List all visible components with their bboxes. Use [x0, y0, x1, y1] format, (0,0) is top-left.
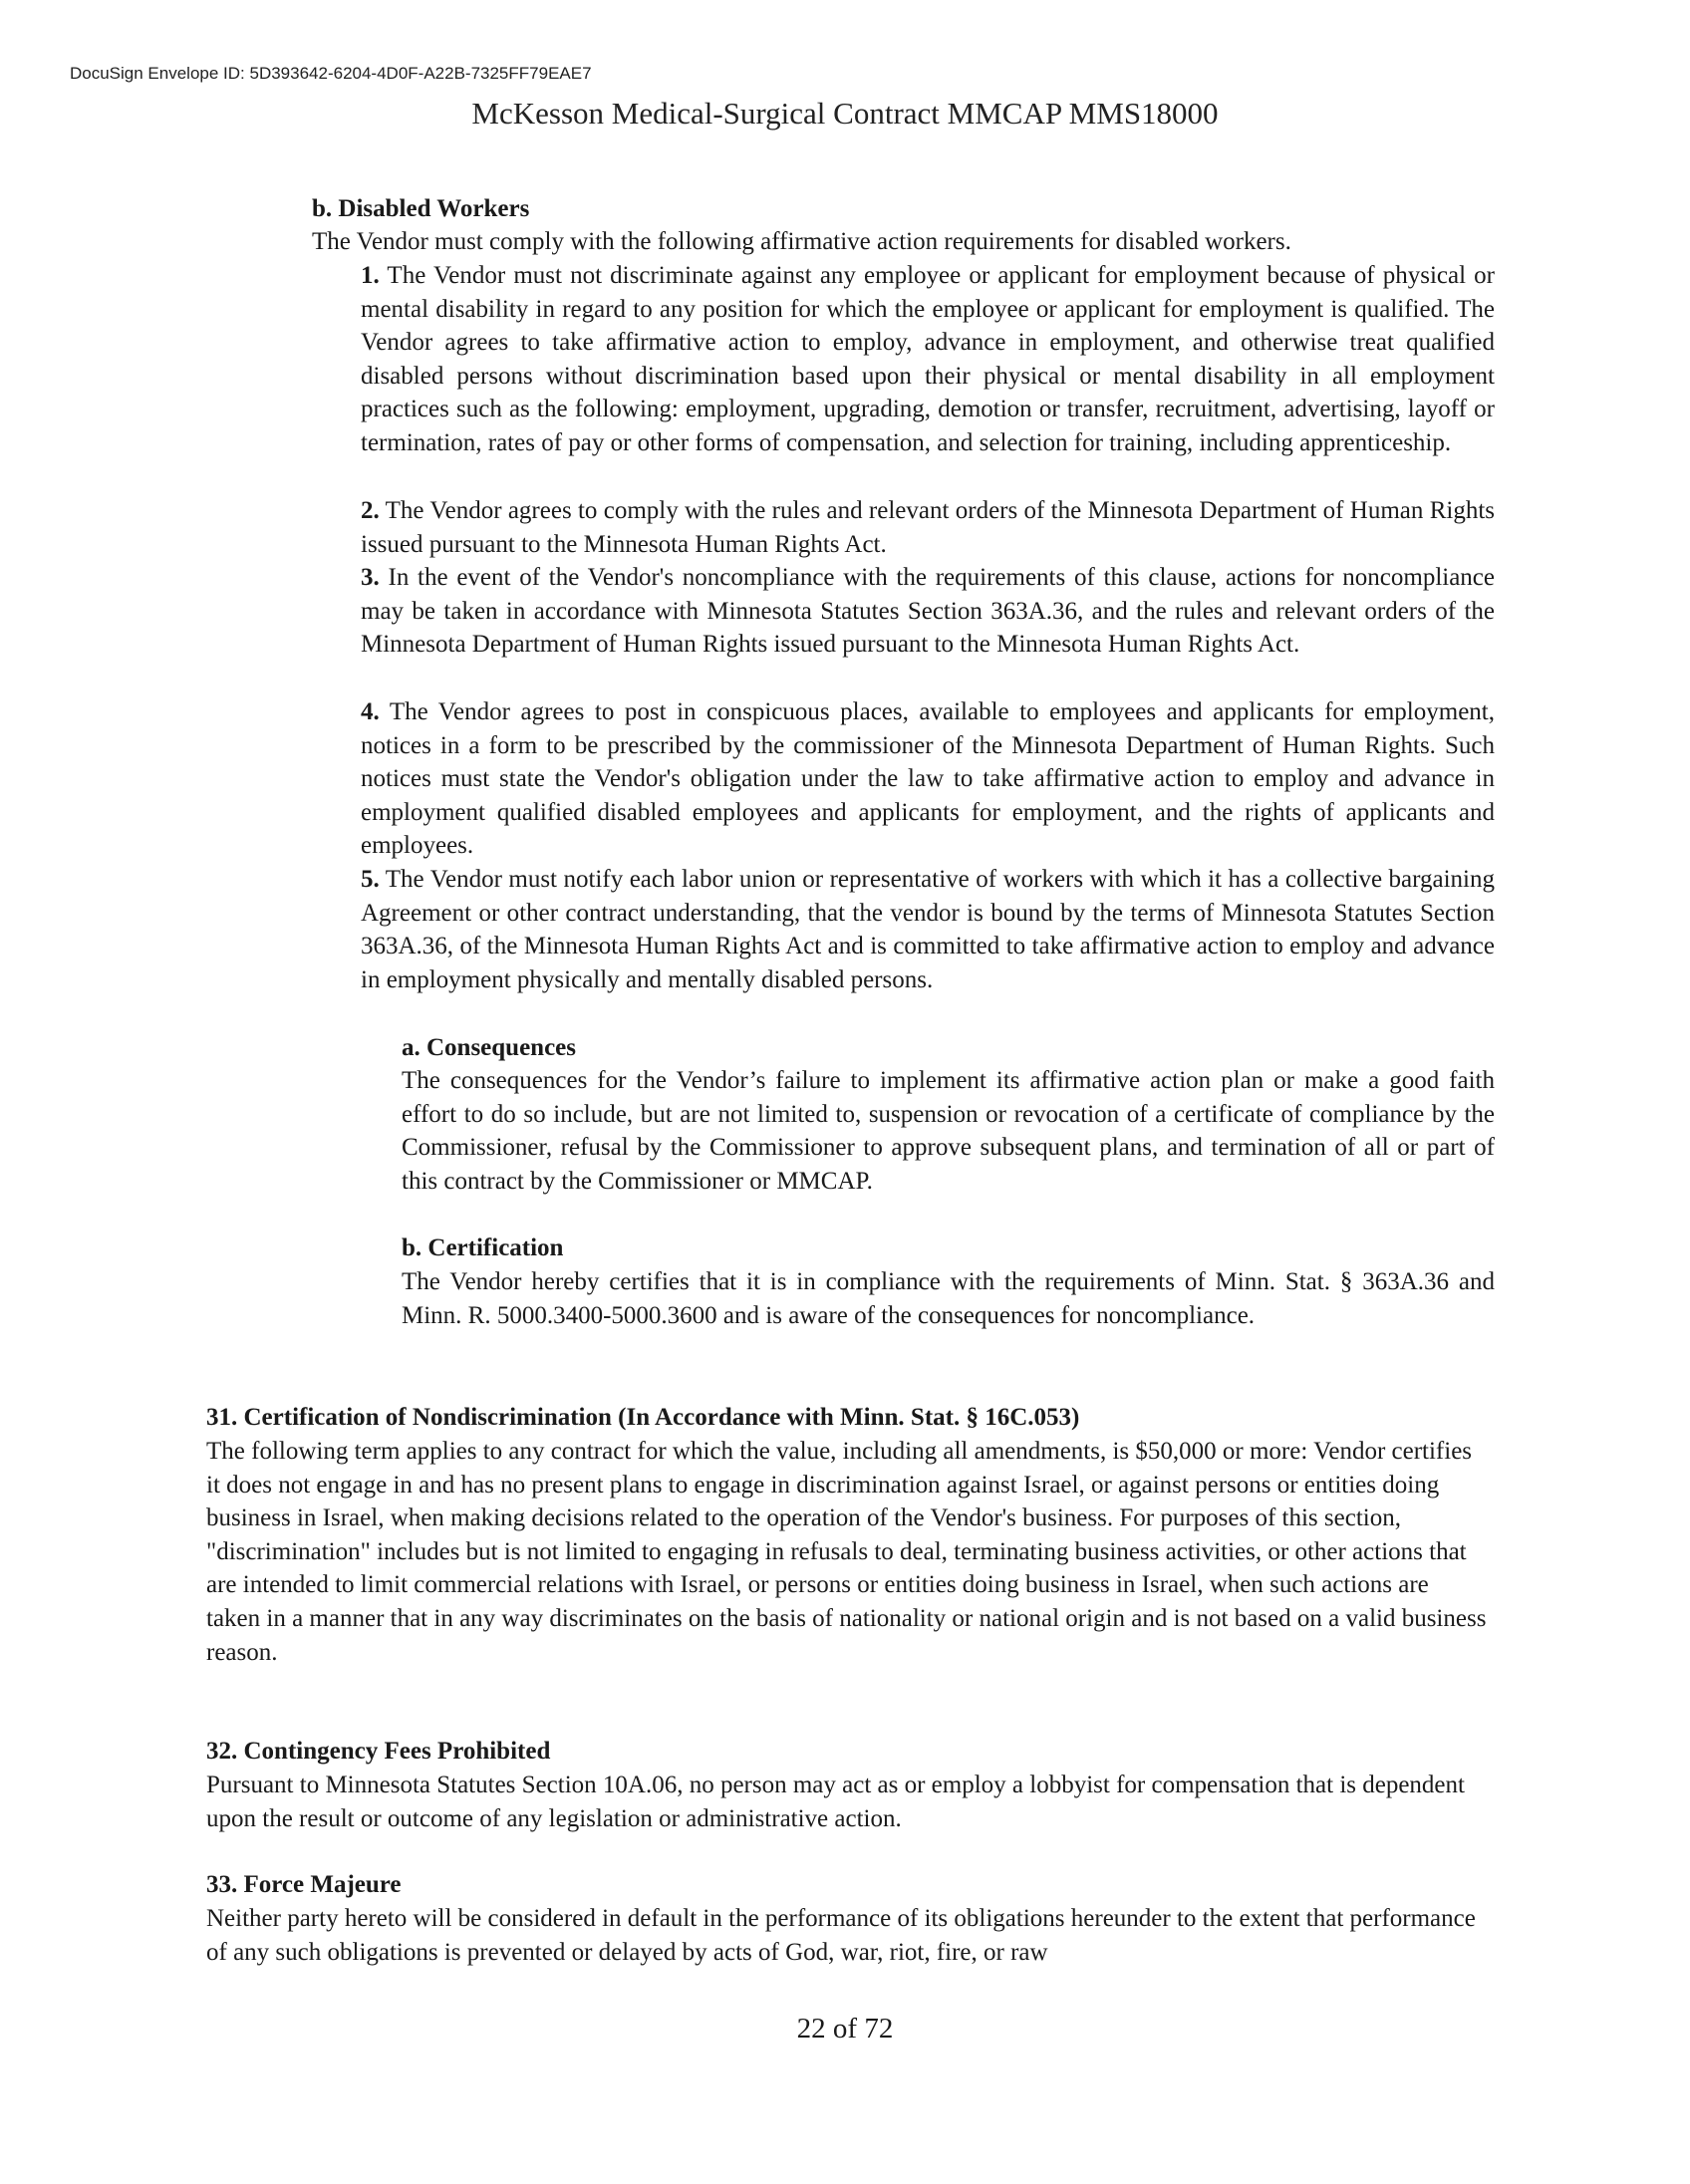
section-32-heading: 32. Contingency Fees Prohibited: [206, 1738, 551, 1765]
section-31-heading: 31. Certification of Nondiscrimination (In Accordance with Minn. Stat. § 16C.053): [206, 1404, 1080, 1431]
item-number: 1.: [361, 262, 380, 289]
consequences-text: The consequences for the Vendor’s failure to implement its affirmative action plan or make a good faith effort to do so include, but are not limited to, suspension or revocation of a certificate of compliance by the Commissioner, refusal by the Commissioner to approve subsequent plans, and termination of all or part of this contract by the Commissioner or MMCAP.: [402, 1067, 1495, 1195]
certification-heading: b. Certification: [402, 1234, 564, 1261]
disabled-workers-intro: The Vendor must comply with the following affirmative action requirements for disabled workers.: [312, 228, 1291, 255]
requirement-item-1: [361, 259, 1495, 460]
item-number: 5.: [361, 866, 380, 893]
item-text: The Vendor agrees to post in conspicuous places, available to employees and applicants for employment, notices in a form to be prescribed by the commissioner of the Minnesota Department of Human Rights. Such notices must state the Vendor's obligation under the law to take affirmative action to employ and advance in employment qualified disabled employees and applicants for employment, and the rights of applicants and employees.: [361, 698, 1495, 860]
document-header-title: McKesson Medical-Surgical Contract MMCAP MMS18000: [471, 96, 1219, 131]
item-number: 3.: [361, 564, 380, 591]
disabled-workers-heading: b. Disabled Workers: [312, 195, 530, 222]
requirement-item-5: [361, 863, 1495, 996]
docusign-envelope-id: DocuSign Envelope ID: 5D393642-6204-4D0F-A22B-7325FF79EAE7: [70, 64, 592, 83]
section-33-text: Neither party hereto will be considered in default in the performance of its obligations hereunder to the extent that performance of any such obligations is prevented or delayed by acts of God, war, riot, fire, or raw: [206, 1905, 1476, 1966]
section-32-text: Pursuant to Minnesota Statutes Section 10A.06, no person may act as or employ a lobbyist for compensation that is dependent upon the result or outcome of any legislation or administrative action.: [206, 1772, 1465, 1832]
item-text: The Vendor must notify each labor union or representative of workers with which it has a collective bargaining Agreement or other contract understanding, that the vendor is bound by the terms of Minnesota Statutes Section 363A.36, of the Minnesota Human Rights Act and is committed to take affirmative action to employ and advance in employment physically and mentally disabled persons.: [361, 866, 1495, 993]
item-number: 2.: [361, 497, 380, 524]
item-text: The Vendor must not discriminate against any employee or applicant for employment because of physical or mental disability in regard to any position for which the employee or applicant for employment is qualified. The Vendor agrees to take affirmative action to employ, advance in employment, and otherwise treat qualified disabled persons without discrimination based upon their physical or mental disability in all employment practices such as the following: employment, upgrading, demotion or transfer, recruitment, advertising, layoff or termination, rates of pay or other forms of compensation, and selection for training, including apprenticeship.: [361, 262, 1495, 456]
section-31-text: The following term applies to any contract for which the value, including all amendments, is $50,000 or more: Vendor certifies it does not engage in and has no present plans to engage in discrimination against Israel, or against persons or entities doing business in Israel, when making decisions related to the operation of the Vendor's business. For purposes of this section, "discrimination" includes but is not limited to engaging in refusals to deal, terminating business activities, or other actions that are intended to limit commercial relations with Israel, or persons or entities doing business in Israel, when such actions are taken in a manner that in any way discriminates on the basis of nationality or national origin and is not based on a valid business reason.: [206, 1438, 1487, 1666]
item-text: In the event of the Vendor's noncompliance with the requirements of this clause, actions for noncompliance may be taken in accordance with Minnesota Statutes Section 363A.36, and the rules and relevant orders of the Minnesota Department of Human Rights issued pursuant to the Minnesota Human Rights Act.: [361, 564, 1495, 659]
requirement-item-4: [361, 695, 1495, 863]
certification-text: The Vendor hereby certifies that it is in compliance with the requirements of Minn. Stat. § 363A.36 and Minn. R. 5000.3400-5000.3600 and is aware of the consequences for noncompliance.: [402, 1268, 1495, 1329]
section-33-heading: 33. Force Majeure: [206, 1871, 402, 1898]
requirement-item-2: [361, 494, 1495, 561]
item-number: 4.: [361, 698, 380, 725]
page-number: 22 of 72: [796, 2013, 894, 2045]
consequences-heading: a. Consequences: [402, 1034, 577, 1061]
requirement-item-3: [361, 561, 1495, 662]
item-text: The Vendor agrees to comply with the rules and relevant orders of the Minnesota Department of Human Rights issued pursuant to the Minnesota Human Rights Act.: [361, 497, 1495, 558]
